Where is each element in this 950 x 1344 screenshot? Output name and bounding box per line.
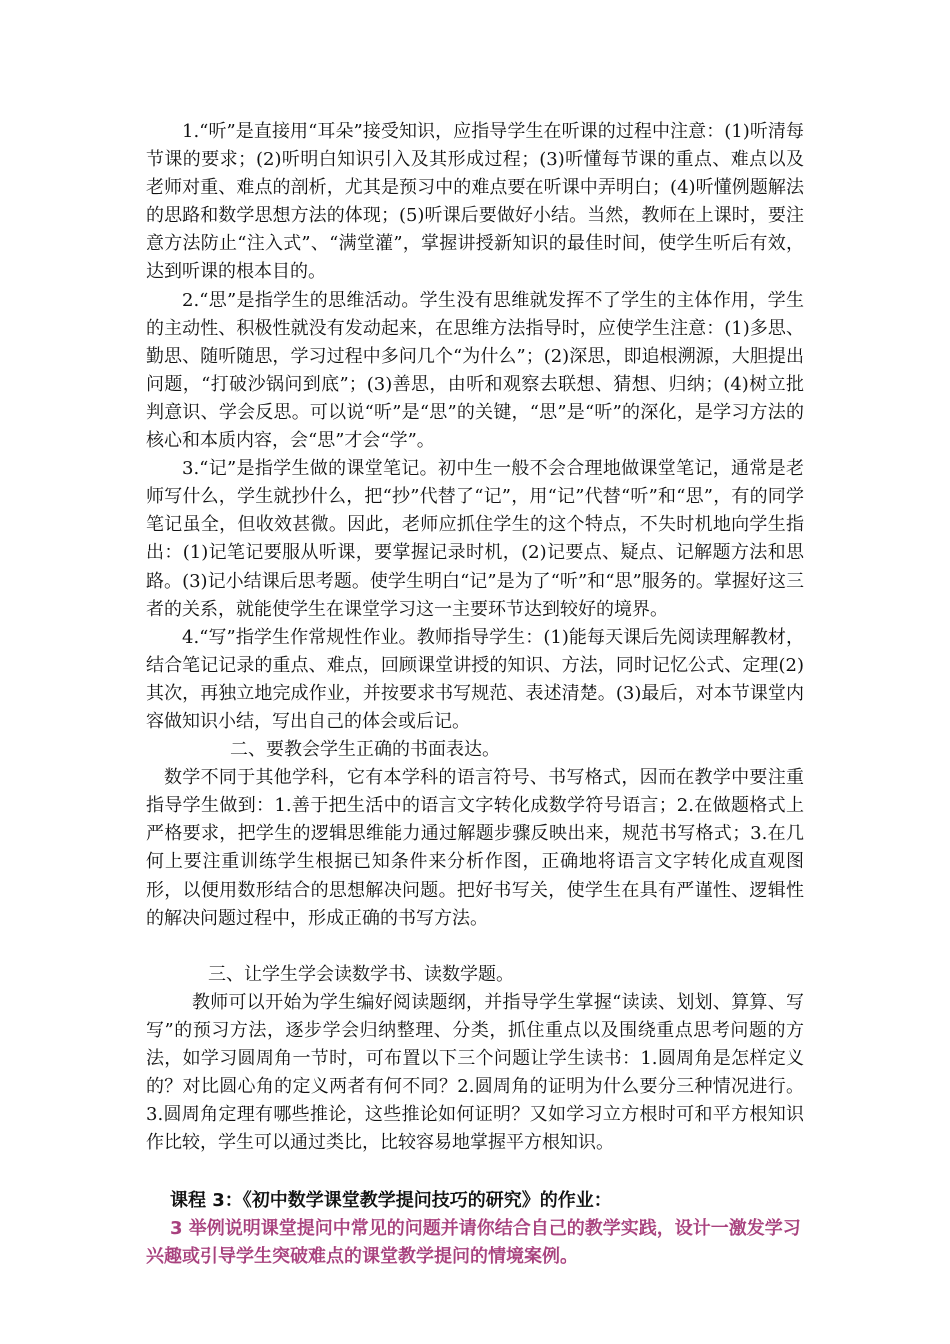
paragraph-written-expression: 数学不同于其他学科，它有本学科的语言符号、书写格式，因而在教学中要注重指导学生做到：1.善于把生活中的语言文字转化成数学符号语言；2.在做题格式上严格要求，把学生的逻辑思维能力通过解题步骤反映出来，规范书写格式；3.在几何上要注重训练学生根据已知条件来分析作图，正确地将语言文字转化成直观图形，以便用数形结合的思想解决问题。把好书写关，使学生在具有严谨性、逻辑性的解决问题过程中，形成正确的书写方法。 xyxy=(146,767,804,929)
course-assignment-title: 课程 3：《初中数学课堂教学提问技巧的研究》的作业： xyxy=(170,1190,612,1212)
section-heading-written-expression: 二、要教会学生正确的书面表达。 xyxy=(230,739,500,761)
paragraph-reading: 教师可以开始为学生编好阅读题纲，并指导学生掌握“读读、划划、算算、写写”的预习方法，逐步学会归纳整理、分类，抓住重点以及围绕重点思考问题的方法，如学习圆周角一节时，可布置以下三个问题让学生读书：1.圆周角是怎样定义的？对比圆心角的定义两者有何不同？2.圆周角的证明为什么要分三种情况进行。3.圆周角定理有哪些推论，这些推论如何证明？又如学习立方根时可和平方根知识作比较，学生可以通过类比，比较容易地掌握平方根知识。 xyxy=(146,991,804,1154)
paragraph-write: 4.“写”指学生作常规性作业。教师指导学生：(1)能每天课后先阅读理解教材，结合笔记记录的重点、难点，回顾课堂讲授的知识、方法，同时记忆公式、定理(2)其次，再独立地完成作业，并按要求书写规范、表述清楚。(3)最后，对本节课堂内容做知识小结，写出自己的体会或后记。 xyxy=(146,626,804,732)
paragraph-think: 2.“思”是指学生的思维活动。学生没有思维就发挥不了学生的主体作用，学生的主动性、积极性就没有发动起来，在思维方法指导时，应使学生注意：(1)多思、勤思、随听随思，学习过程中多问几个“为什么”；(2)深思，即追根溯源，大胆提出问题，“打破沙锅问到底”；(3)善思，由听和观察去联想、猜想、归纳；(4)树立批判意识、学会反思。可以说“听”是“思”的关键，“思”是“听”的深化，是学习方法的核心和本质内容，会“思”才会“学”。 xyxy=(146,289,804,452)
assignment-question: 3 举例说明课堂提问中常见的问题并请你结合自己的教学实践，设计一激发学习兴趣或引导学生突破难点的课堂教学提问的情境案例。 xyxy=(146,1218,801,1268)
paragraph-note: 3.“记”是指学生做的课堂笔记。初中生一般不会合理地做课堂笔记，通常是老师写什么，学生就抄什么，把“抄”代替了“记”，用“记”代替“听”和“思”，有的同学笔记虽全，但收效甚微。因此，老师应抓住学生的这个特点，不失时机地向学生指出：(1)记笔记要服从听课，要掌握记录时机，(2)记要点、疑点、记解题方法和思路。(3)记小结课后思考题。使学生明白“记”是为了“听”和“思”服务的。掌握好这三者的关系，就能使学生在课堂学习这一主要环节达到较好的境界。 xyxy=(146,458,804,620)
section-heading-reading: 三、让学生学会读数学书、读数学题。 xyxy=(208,963,514,985)
paragraph-listen: 1.“听”是直接用“耳朵”接受知识，应指导学生在听课的过程中注意：(1)听清每节课的要求；(2)听明白知识引入及其形成过程；(3)听懂每节课的重点、难点以及老师对重、难点的剖析，尤其是预习中的难点要在听课中弄明白；(4)听懂例题解法的思路和数学思想方法的体现；(5)听课后要做好小结。当然，教师在上课时，要注意方法防止“注入式”、“满堂灌”，掌握讲授新知识的最佳时间，使学生听后有效，达到听课的根本目的。 xyxy=(146,121,804,283)
